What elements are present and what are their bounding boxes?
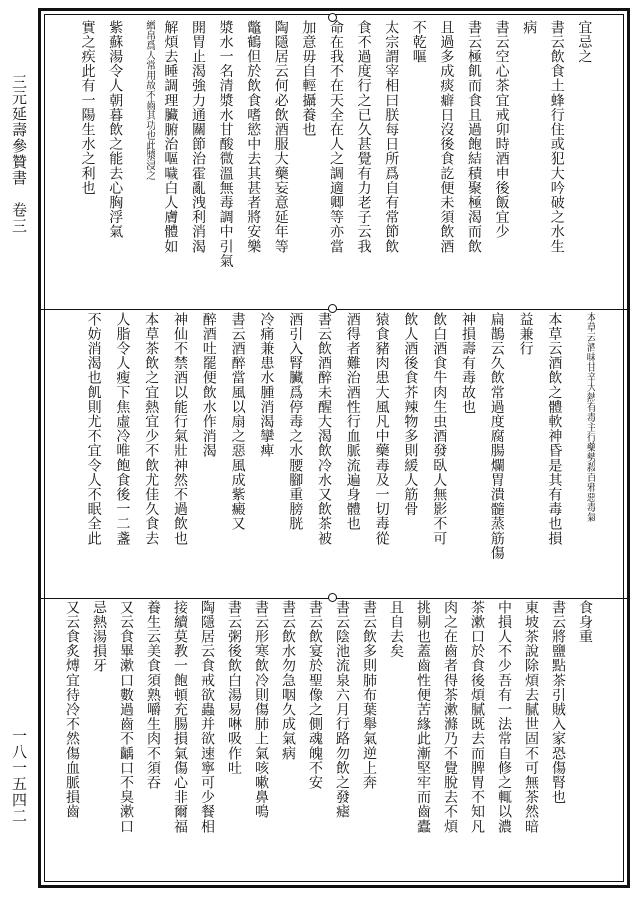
text-column: 書云飲水勿急咽久成氣病 [280,600,296,761]
text-column: 書云飲宴於聖像之側魂魄不安 [307,600,323,790]
text-column: 書云飲食土蜂行住或犯大吟破之水生 [548,20,565,254]
text-column: 實之疾此有一陽生水之利也 [79,20,96,196]
text-column: 忌熱湯損牙 [91,600,107,673]
text-column: 書云陰池流泉六月行路勿飲之發瘧 [334,600,350,819]
text-column: 飲白酒食牛肉生虫酒發臥人無影不可 [431,312,448,546]
text-column: 陶隱居云何必飲酒服大藥妄意延年等 [272,20,289,254]
annotation-column: 繒帛爲人常用故不齒其功也此漿浸之 [143,20,155,180]
text-column: 食不過度行之已久甚覺有力老子云我 [355,20,372,254]
text-column: 書云空心茶宜戒卯時酒申後飯宜少 [493,20,510,239]
text-column: 益兼行 [517,312,534,356]
text-column: 扁鵲云久飲常過度腐腸爛胃潰髓蒸筋傷 [488,312,505,561]
text-column: 書云酒醉當風以扇之惡風成紫癜又 [229,312,246,531]
text-column: 書云形寒飲冷則傷肺上氣咳嗽鼻鳴 [253,600,269,819]
text-column: 且過多成痰癖日沒後食訖便未須飲酒 [438,20,455,254]
text-column: 接續莫教一飽頓充腸損氣傷心非爾福 [172,600,188,834]
text-column: 茶漱口於食後煩膩既去而脾胃不知凡 [469,600,485,834]
text-column: 神仙不禁酒以能行氣壯神然不過飲也 [172,312,188,546]
text-column: 加意毋自輕攝養也 [300,20,317,137]
text-column: 醉酒吐罷便飲水作消渴 [200,312,217,458]
text-column: 書云極飢而食且過飽結積聚極渴而飲 [466,20,482,254]
text-column: 養生云美食須熟嚼生肉不須吞 [145,600,161,790]
text-column: 本草茶飲之宜熱宜少不飲尤佳久食去 [143,312,160,546]
text-column: 書云將鹽點茶引賊入家恐傷腎也 [550,600,566,805]
text-column: 猿食豬肉患大風凡中藥毒及一切毒從 [373,312,390,546]
text-column: 宜忌之 [576,20,593,64]
text-column: 不妨消渴也飢則尤不宜令人不眠全此 [85,312,102,546]
text-column: 漿水一名清漿水甘酸微溫無毒調中引氣 [217,20,234,269]
text-column: 酒引入腎臟爲停毒之水腰腳重膀胱 [287,312,304,531]
text-column: 解煩去睡調理臟腑治嘔噦白人膚體如 [162,20,179,254]
text-column: 書云粥後飲白湯易啉吸作吐 [226,600,242,776]
text-column: 紫蘇湯令人朝暮飲之能去心胸浮氣 [107,20,124,239]
text-column: 書云飲酒醉未醒大渴飲冷水又飲茶被 [316,312,332,546]
text-column: 病 [521,20,538,35]
text-column: 本草云酒飲之體軟神昏是其有毒也損 [546,312,563,546]
text-column: 陶隱居云食戒欲蟲并欲速寧可少餐相 [199,600,215,834]
text-column: 開胃止渴強力通關節治霍亂洩利消渴 [190,20,206,254]
text-column: 酒得者難治酒性行血脈流遍身體也 [344,312,361,531]
text-column: 食身重 [577,600,593,644]
text-column: 不乾嘔 [410,20,427,64]
text-column: 又云食畢漱口數過齒不齲口不臭漱口 [118,600,134,834]
text-column: 命在我不在天全在人之調適卿等亦當 [328,20,344,254]
text-column: 且自去矣 [388,600,404,659]
text-column: 人脂令人瘦下焦虛冷唯飽食後一二盞 [114,312,131,546]
text-column: 書云飲多則肺布葉舉氣逆上奔 [361,600,377,790]
text-column: 太宗謂宰相曰朕每日所爲自有常節飲 [383,20,400,254]
text-column: 冷痛兼患水腫消渴攣痺 [258,312,275,458]
text-column: 肉之在齒者得茶漱滌乃不覺脫去不煩 [442,600,458,834]
page-number-margin: 一八一五四二 [10,728,28,824]
annotation-column: 本草云酒味甘辛大熱有毒主行藥勢殺百邪惡毒氣 [584,312,596,522]
text-column: 飲人酒後食芥辣物多則緩人筋骨 [402,312,419,517]
text-column: 挑剔也蓋齒性便苦緣此漸堅牢而齒蠹 [415,600,431,834]
book-title-margin: 三元延壽參贊書 卷三 [10,74,28,234]
text-column: 東坡茶說除煩去膩世固不可無茶然暗 [523,600,539,834]
text-column: 又云食炙煿宜待冷不然傷血脈損齒 [64,600,80,819]
text-column: 中損人不少吾有一法常自修之輒以濃 [496,600,512,834]
text-column: 鼈鶴但於飲食嗜慾中去其甚者將安樂 [245,20,262,254]
text-column: 神損壽有毒故也 [460,312,476,415]
